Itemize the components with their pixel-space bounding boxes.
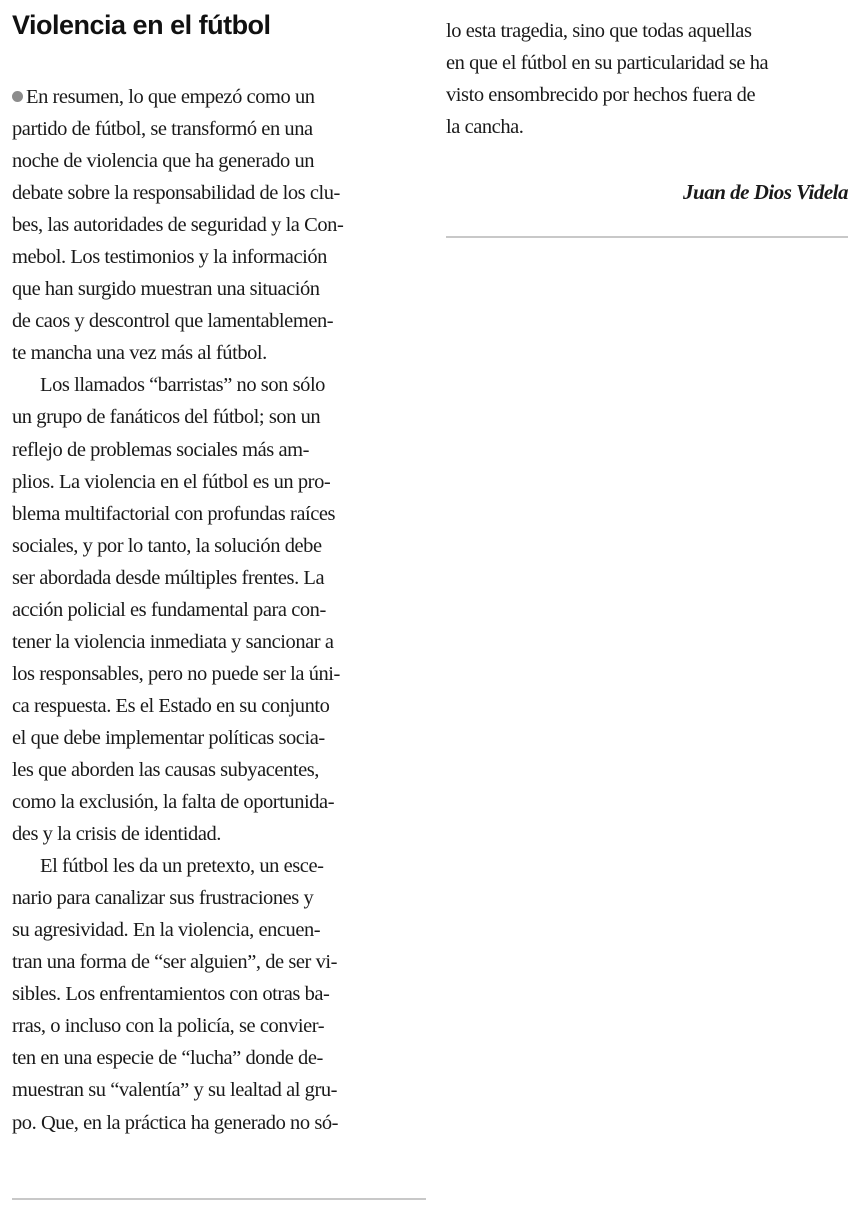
line-text: debate sobre la responsabilidad de los clu- [12, 182, 340, 205]
text-line [12, 754, 412, 786]
text-line [12, 978, 412, 1010]
line-text: blema multifactorial con profundas raíces [12, 502, 336, 525]
text-line [12, 882, 412, 914]
text-line [12, 626, 412, 658]
line-text: Los llamados “barristas” no son sólo [40, 374, 325, 397]
text-line [12, 466, 412, 498]
line-text: ten en una especie de “lucha” donde de- [12, 1047, 323, 1070]
text-line [12, 241, 412, 273]
line-text: En resumen, lo que empezó como un [26, 86, 315, 108]
line-text: ca respuesta. Es el Estado en su conjunto [12, 694, 330, 717]
text-line [12, 1074, 412, 1106]
text-line [12, 914, 412, 946]
line-text: el que debe implementar políticas socia- [12, 726, 325, 749]
author-byline: Juan de Dios Videla [683, 180, 848, 204]
line-text: sibles. Los enfrentamientos con otras ba- [12, 983, 330, 1006]
text-line [12, 498, 412, 530]
text-line [12, 562, 412, 594]
text-line [12, 1107, 412, 1139]
line-text: muestran su “valentía” y su lealtad al gru- [12, 1079, 338, 1102]
line-text: les que aborden las causas subyacentes, [12, 758, 319, 781]
line-text: de caos y descontrol que lamentablemen- [12, 310, 334, 333]
text-line [12, 722, 412, 754]
text-line [12, 1010, 412, 1042]
text-line [12, 81, 412, 113]
line-text: un grupo de fanáticos del fútbol; son un [12, 406, 321, 429]
line-text: como la exclusión, la falta de oportunida- [12, 791, 335, 814]
text-line [12, 273, 412, 305]
text-line [12, 401, 412, 433]
text-line [12, 594, 412, 626]
text-line [446, 79, 848, 111]
text-line [446, 47, 848, 79]
line-text: lo esta tragedia, sino que todas aquellas [446, 20, 752, 42]
text-line [12, 530, 412, 562]
text-line [12, 209, 412, 241]
text-line [12, 850, 412, 882]
bottom-divider [12, 1198, 426, 1200]
line-text: reflejo de problemas sociales más am- [12, 438, 309, 461]
bullet-icon [12, 91, 23, 102]
right-column-text [446, 15, 848, 143]
line-text: la cancha. [446, 116, 524, 139]
line-text: nario para canalizar sus frustraciones y [12, 887, 314, 910]
line-text: visto ensombrecido por hechos fuera de [446, 84, 756, 107]
line-text: los responsables, pero no puede ser la úni- [12, 662, 340, 685]
line-text: ser abordada desde múltiples frentes. La [12, 566, 325, 589]
line-text: des y la crisis de identidad. [12, 823, 221, 846]
text-line [12, 434, 412, 466]
line-text: que han surgido muestran una situación [12, 278, 320, 301]
line-text: tener la violencia inmediata y sancionar a [12, 630, 334, 653]
text-line [12, 818, 412, 850]
line-text: sociales, y por lo tanto, la solución debe [12, 534, 322, 557]
line-text: tran una forma de “ser alguien”, de ser vi- [12, 951, 338, 974]
text-line [12, 690, 412, 722]
text-line [12, 786, 412, 818]
text-line [12, 658, 412, 690]
line-text: te mancha una vez más al fútbol. [12, 342, 267, 365]
article-headline: Violencia en el fútbol [12, 10, 271, 40]
line-text: rras, o incluso con la policía, se convier- [12, 1015, 325, 1038]
text-line [446, 15, 848, 47]
line-text: su agresividad. En la violencia, encuen- [12, 919, 321, 942]
line-text: po. Que, en la práctica ha generado no só- [12, 1111, 339, 1134]
line-text: mebol. Los testimonios y la información [12, 246, 327, 269]
left-column [12, 0, 412, 1134]
text-line [12, 177, 412, 209]
line-text: bes, las autoridades de seguridad y la Con- [12, 214, 344, 237]
text-line [12, 946, 412, 978]
text-line [12, 113, 412, 145]
line-text: partido de fútbol, se transformó en una [12, 118, 313, 141]
line-text: acción policial es fundamental para con- [12, 598, 326, 621]
left-column-text [12, 81, 412, 1139]
text-line [12, 337, 412, 369]
text-line [12, 369, 412, 401]
text-line [12, 145, 412, 177]
line-text: en que el fútbol en su particularidad se ha [446, 52, 769, 75]
line-text: El fútbol les da un pretexto, un esce- [40, 855, 324, 878]
line-text: plios. La violencia en el fútbol es un pro- [12, 470, 331, 493]
text-line [12, 1042, 412, 1074]
article-end-divider [446, 236, 848, 238]
text-line [12, 305, 412, 337]
line-text: noche de violencia que ha generado un [12, 150, 315, 173]
text-line [446, 111, 848, 143]
